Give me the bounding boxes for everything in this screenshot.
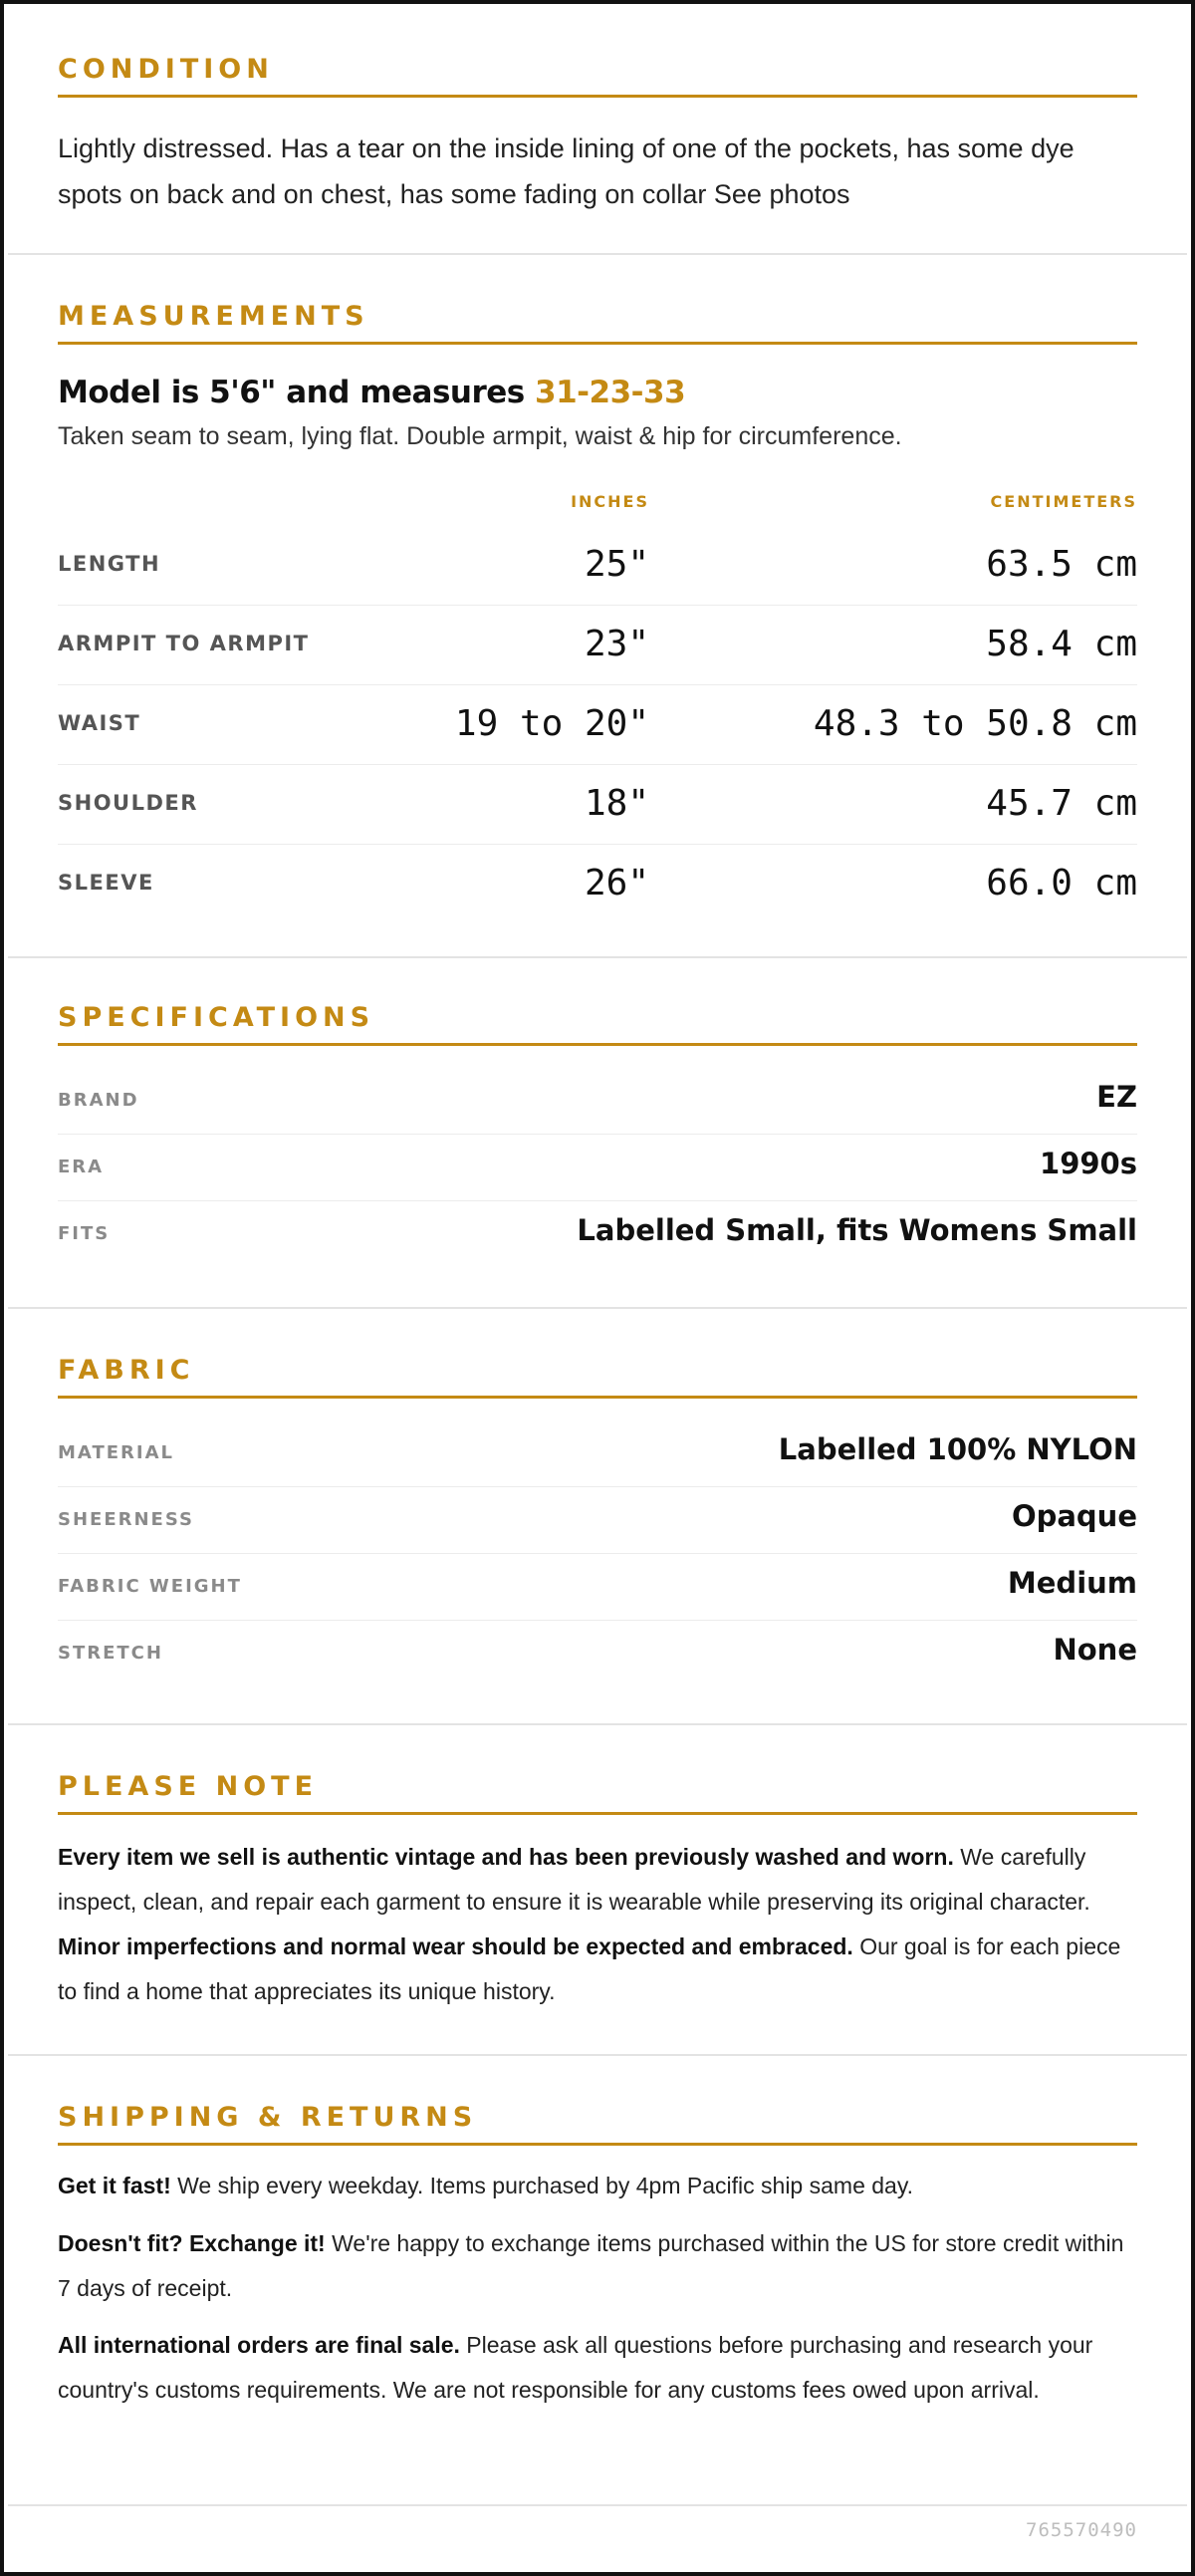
- shipping-paragraph-2: [58, 2221, 1137, 2311]
- measurements-section: [8, 255, 1187, 958]
- measurements-table: [58, 526, 1137, 924]
- please-note-bold-2: Minor imperfections and normal wear should be expected and embraced.: [58, 1933, 853, 1959]
- shipping-paragraph-1: [58, 2164, 1137, 2208]
- please-note-section: [8, 1725, 1187, 2056]
- model-prefix: Model is 5'6" and measures: [58, 375, 536, 410]
- fabric-row: [58, 1554, 1137, 1621]
- measurement-inches: 26": [584, 863, 649, 903]
- shipping-bold-2: Doesn't fit? Exchange it!: [58, 2230, 326, 2256]
- measurement-row: [58, 765, 1137, 845]
- measurement-label: LENGTH: [58, 552, 161, 576]
- measurement-inches: 25": [584, 544, 649, 585]
- measurement-centimeters: 45.7 cm: [986, 783, 1137, 824]
- condition-heading: CONDITION: [58, 50, 1137, 98]
- spec-label: ERA: [58, 1157, 105, 1177]
- spec-label: FITS: [58, 1223, 111, 1244]
- please-note-heading: PLEASE NOTE: [58, 1767, 1137, 1815]
- fabric-value: None: [1053, 1633, 1137, 1667]
- measurement-label: SLEEVE: [58, 871, 154, 895]
- measurement-row: [58, 685, 1137, 765]
- specifications-heading: SPECIFICATIONS: [58, 998, 1137, 1046]
- fabric-section: [8, 1309, 1187, 1725]
- measurement-centimeters: 66.0 cm: [986, 863, 1137, 903]
- fabric-value: Opaque: [1011, 1499, 1137, 1533]
- condition-section: [8, 4, 1187, 255]
- fabric-value: Labelled 100% NYLON: [778, 1432, 1137, 1466]
- shipping-bold-3: All international orders are final sale.: [58, 2332, 460, 2358]
- fabric-label: SHEERNESS: [58, 1509, 194, 1530]
- shipping-paragraph-3: [58, 2323, 1137, 2413]
- model-info: [58, 375, 1137, 464]
- sku-number: 765570490: [1026, 2519, 1137, 2541]
- centimeters-column-header: CENTIMETERS: [990, 492, 1137, 511]
- please-note-text-1: We carefully inspect, clean, and repair each garment to ensure it is wearable while preserving its original character.: [58, 1844, 1090, 1915]
- specifications-section: [8, 958, 1187, 1309]
- shipping-text-2: We're happy to exchange items purchased within the US for store credit within 7 days of receipt.: [58, 2230, 1124, 2301]
- condition-text: Lightly distressed. Has a tear on the inside lining of one of the pockets, has some dye spots on back and on chest, has some fading on collar See photos: [58, 133, 1075, 209]
- measurement-label: ARMPIT TO ARMPIT: [58, 632, 310, 655]
- spec-label: BRAND: [58, 1090, 139, 1111]
- spec-row: [58, 1201, 1137, 1268]
- measurement-centimeters: 58.4 cm: [986, 624, 1137, 664]
- shipping-bold-1: Get it fast!: [58, 2173, 171, 2198]
- inches-column-header: INCHES: [571, 492, 649, 511]
- fabric-heading: FABRIC: [58, 1351, 1137, 1399]
- please-note-text-2: Our goal is for each piece to find a home that appreciates its unique history.: [58, 1933, 1121, 2004]
- spec-row: [58, 1135, 1137, 1201]
- spec-value: EZ: [1096, 1080, 1137, 1114]
- measurement-row: [58, 606, 1137, 685]
- measurement-label: SHOULDER: [58, 791, 198, 815]
- measurement-row: [58, 845, 1137, 924]
- fabric-row: [58, 1487, 1137, 1554]
- please-note-bold-1: Every item we sell is authentic vintage and has been previously washed and worn.: [58, 1844, 954, 1870]
- model-line: [58, 375, 685, 410]
- fabric-row: [58, 1420, 1137, 1487]
- fabric-label: MATERIAL: [58, 1442, 174, 1463]
- measurement-label: WAIST: [58, 711, 141, 735]
- fabric-label: FABRIC WEIGHT: [58, 1576, 242, 1597]
- measurement-centimeters: 63.5 cm: [986, 544, 1137, 585]
- model-measures: 31-23-33: [535, 375, 686, 410]
- measurement-inches: 18": [584, 783, 649, 824]
- fabric-row: [58, 1621, 1137, 1687]
- measurement-inches: 23": [584, 624, 649, 664]
- shipping-heading: SHIPPING & RETURNS: [58, 2098, 1137, 2146]
- fabric-value: Medium: [1007, 1566, 1137, 1600]
- fabric-list: [58, 1420, 1137, 1699]
- shipping-text-3: Please ask all questions before purchasing and research your country's customs requirements. We are not responsible for any customs fees owed upon arrival.: [58, 2332, 1093, 2403]
- measurement-inches: 19 to 20": [454, 703, 649, 744]
- specifications-list: [58, 1068, 1137, 1277]
- fabric-label: STRETCH: [58, 1643, 163, 1664]
- spec-value: 1990s: [1040, 1147, 1137, 1180]
- shipping-section: [8, 2056, 1187, 2506]
- spec-row: [58, 1068, 1137, 1135]
- measurement-row: [58, 526, 1137, 606]
- measurements-column-headers: [58, 492, 1137, 516]
- spec-value: Labelled Small, fits Womens Small: [577, 1213, 1137, 1247]
- shipping-text-1: We ship every weekday. Items purchased by 4pm Pacific ship same day.: [170, 2173, 914, 2198]
- measurements-subtitle: Taken seam to seam, lying flat. Double armpit, waist & hip for circumference.: [58, 422, 902, 450]
- please-note-text: [58, 1835, 1137, 2014]
- measurements-heading: MEASUREMENTS: [58, 297, 1137, 345]
- measurement-centimeters: 48.3 to 50.8 cm: [813, 703, 1137, 744]
